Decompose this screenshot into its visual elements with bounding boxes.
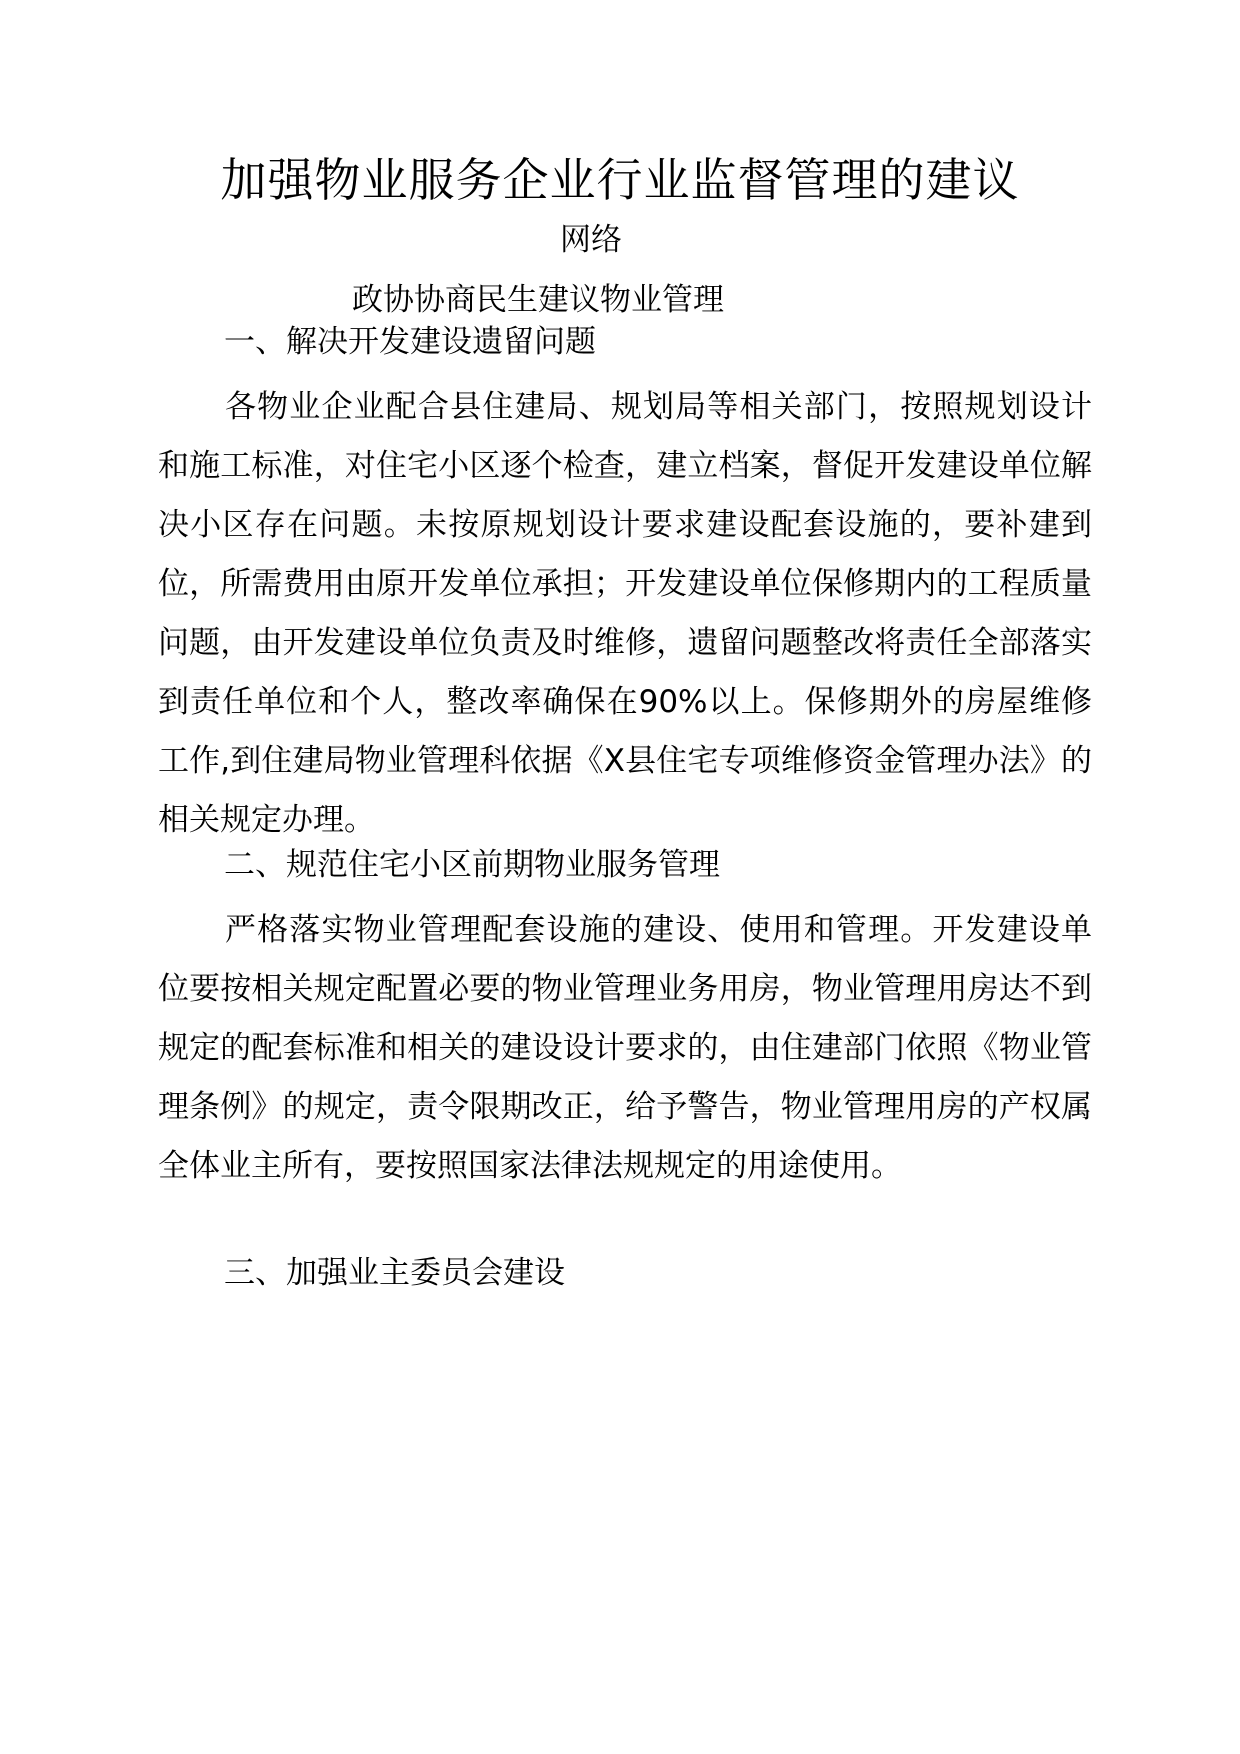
section-heading-3: 三、加强业主委员会建设: [224, 1255, 565, 1291]
section-heading-2: 二、规范住宅小区前期物业服务管理: [224, 847, 720, 883]
document-source: 网络: [560, 222, 622, 258]
section-paragraph-2: 严格落实物业管理配套设施的建设、使用和管理。开发建设单位要按相关规定配置必要的物业管理业务用房，物业管理用房达不到规定的配套标准和相关的建设设计要求的，由住建部门依照《物业管理条例》的规定，责令限期改正，给予警告，物业管理用房的产权属全体业主所有，要按照国家法律法规规定的用途使用。: [158, 912, 1092, 1184]
section-paragraph-1: 各物业企业配合县住建局、规划局等相关部门，按照规划设计和施工标准，对住宅小区逐个检查，建立档案，督促开发建设单位解决小区存在问题。未按原规划设计要求建设配套设施的，要补建到位，所需费用由原开发单位承担；开发建设单位保修期内的工程质量问题，由开发建设单位负责及时维修，遗留问题整改将责任全部落实到责任单位和个人，整改率确保在90%以上。保修期外的房屋维修工作,到住建局物业管理科依据《X县住宅专项维修资金管理办法》的相关规定办理。: [158, 389, 1092, 838]
section-heading-1: 一、解决开发建设遗留问题: [224, 324, 596, 360]
document-tags: 政协协商民生建议物业管理: [352, 282, 724, 318]
document-title: 加强物业服务企业行业监督管理的建议: [220, 153, 1020, 207]
